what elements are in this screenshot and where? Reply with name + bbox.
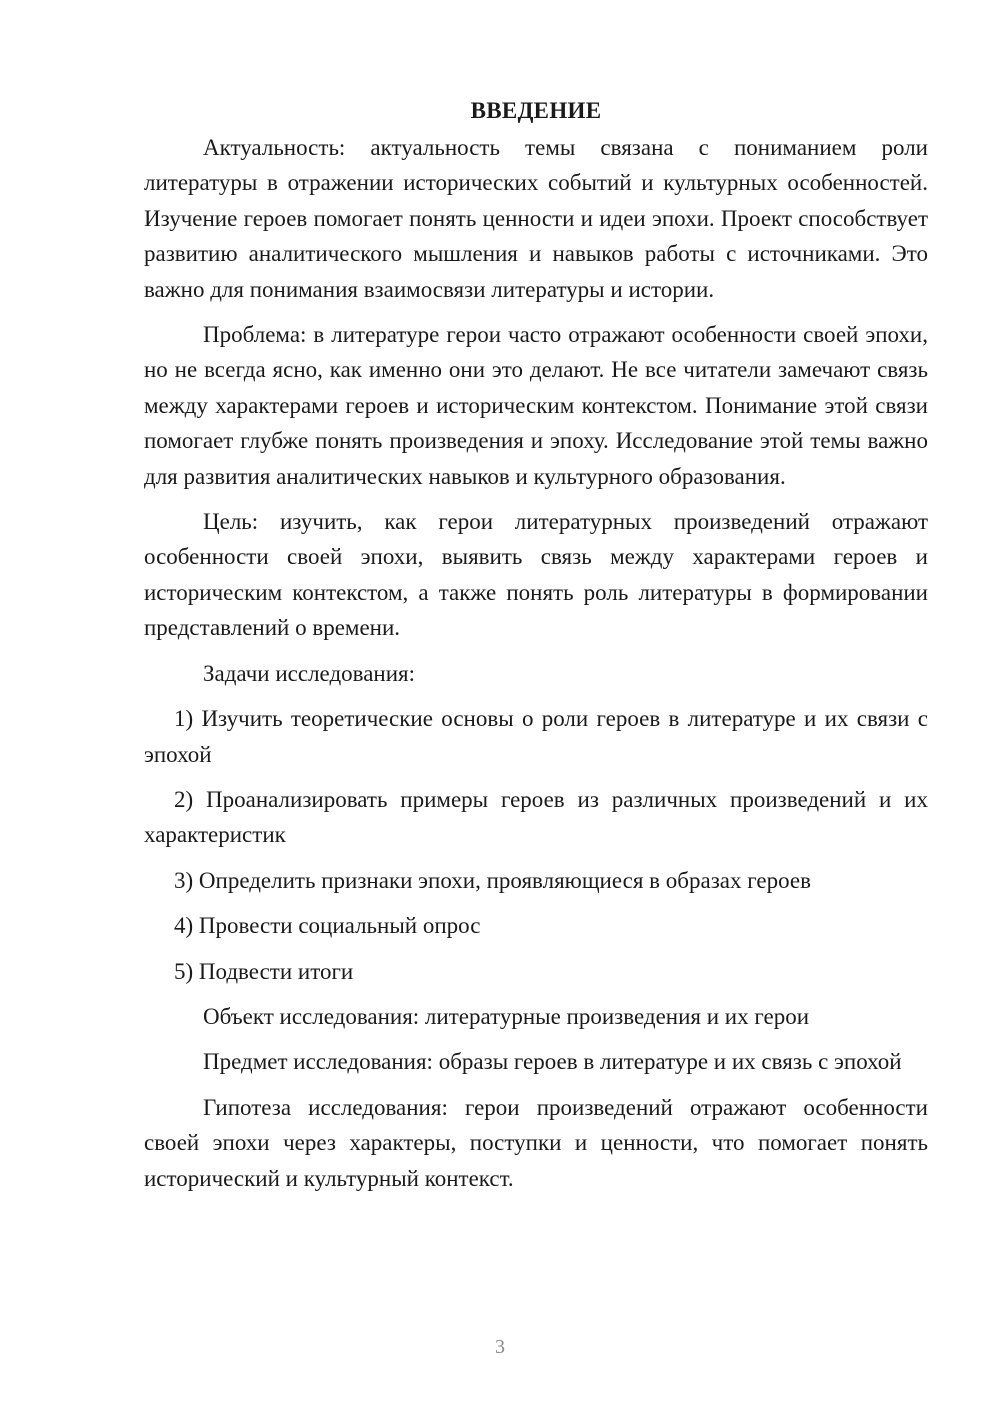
- document-page: [144, 96, 928, 1196]
- task-item-2: 2) Проанализировать примеры героев из различных произведений и их характеристик: [144, 786, 928, 848]
- paragraph-problem: Проблема: в литературе герои часто отражают особенности своей эпохи, но не всегда ясно, как именно они это делают. Не все читатели замечают связь между характерами героев и историческим контекстом. Понимание этой связи помогает глубже понять произведения и эпоху. Исследование этой темы важно для развития аналитических навыков и культурного образования.: [144, 322, 928, 489]
- task-item-4: 4) Провести социальный опрос: [174, 913, 481, 939]
- task-item-1: 1) Изучить теоретические основы о роли героев в литературе и их связи с эпохой: [144, 706, 928, 767]
- section-title: ВВЕДЕНИЕ: [470, 98, 602, 123]
- paragraph-goal: Цель: изучить, как герои литературных произведений отражают особенности своей эпохи, выявить связь между характерами героев и историческим контекстом, а также понять роль литературы в формировании представлений о времени.: [144, 509, 928, 641]
- paragraph-object: Объект исследования: литературные произведения и их герои: [203, 1003, 810, 1029]
- paragraph-subject: Предмет исследования: образы героев в литературе и их связь с эпохой: [203, 1049, 902, 1075]
- paragraph-relevance: Актуальность: актуальность темы связана с пониманием роли литературы в отражении исторических событий и культурных особенностей. Изучение героев помогает понять ценности и идеи эпохи. Проект способствует развитию аналитического мышления и навыков работы с источниками. Это важно для понимания взаимосвязи литературы и истории.: [144, 135, 928, 302]
- paragraph-tasks-heading: Задачи исследования:: [203, 660, 416, 686]
- page-number: 3: [495, 1336, 505, 1358]
- task-item-3: 3) Определить признаки эпохи, проявляющиеся в образах героев: [174, 867, 811, 893]
- paragraph-hypothesis: Гипотеза исследования: герои произведений отражают особенности своей эпохи через характеры, поступки и ценности, что помогает понять исторический и культурный контекст.: [144, 1094, 928, 1191]
- task-item-5: 5) Подвести итоги: [174, 958, 354, 984]
